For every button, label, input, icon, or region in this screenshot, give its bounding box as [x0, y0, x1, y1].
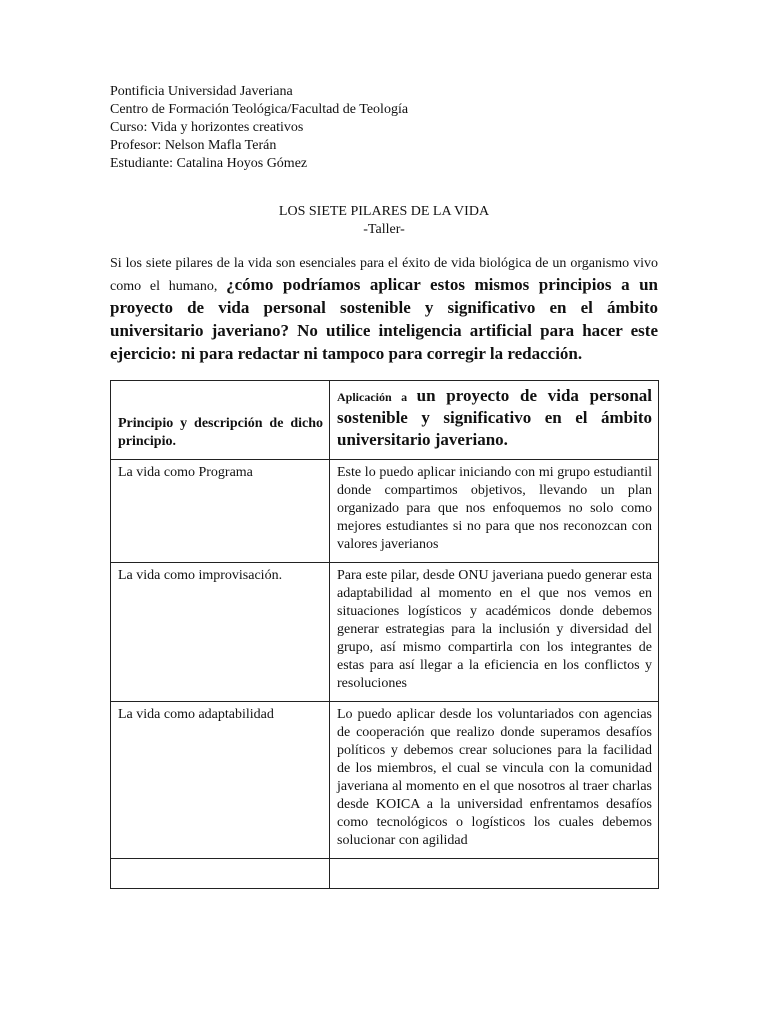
center-name: Centro de Formación Teológica/Facultad de Teología — [110, 102, 409, 117]
table-header-principle: Principio y descripción de dicho principio. — [111, 381, 330, 460]
document-page — [110, 83, 658, 889]
principle-cell — [111, 859, 330, 889]
intro-question: ¿cómo podríamos aplicar estos mismos principios a un proyecto de vida personal sostenible y significativo en el ámbito universitario javeriano? No utilice inteligencia artificial para hacer este ejercicio: ni para redactar ni tampoco para corregir la redacción. — [110, 275, 659, 363]
table-row-empty — [111, 859, 659, 889]
table-header-application — [330, 381, 659, 460]
table-row — [111, 563, 659, 702]
table-header-application-big: un proyecto de vida personal sostenible y significativo en el ámbito universitario javeriano. — [337, 386, 652, 449]
application-cell: Lo puedo aplicar desde los voluntariados con agencias de cooperación que realizo donde superamos desafíos políticos y debemos crear soluciones para la facilidad de los miembros, el cual se vincula con la comunidad javeriana al momento en el que nosotros al traer charlas desde KOICA a la universidad enfrentamos desafíos como tecnológicos o logísticos los cuales debemos solucionar con agilidad — [330, 702, 659, 859]
table-row — [111, 460, 659, 563]
application-cell — [330, 859, 659, 889]
table-header-row — [111, 381, 659, 460]
document-title: LOS SIETE PILARES DE LA VIDA — [278, 204, 490, 219]
student-name: Estudiante: Catalina Hoyos Gómez — [110, 156, 308, 171]
pillars-table — [110, 380, 659, 889]
document-header — [110, 83, 658, 173]
university-name: Pontificia Universidad Javeriana — [110, 84, 293, 99]
principle-cell: La vida como adaptabilidad — [111, 702, 330, 859]
table-row — [111, 702, 659, 859]
principle-cell: La vida como improvisación. — [111, 563, 330, 702]
professor-name: Profesor: Nelson Mafla Terán — [110, 138, 277, 153]
table-header-application-small: Aplicación a — [337, 390, 417, 404]
document-subtitle: -Taller- — [363, 222, 405, 237]
document-title-block — [110, 203, 658, 239]
intro-paragraph — [110, 253, 658, 366]
application-cell: Para este pilar, desde ONU javeriana puedo generar esta adaptabilidad al momento en el que nos vemos en situaciones logísticos y académicos donde debemos generar estrategias para la inclusión y diversidad del grupo, así mismo compartirla con los integrantes de estas para así llegar a la eficiencia en los conflictos y resoluciones — [330, 563, 659, 702]
principle-cell: La vida como Programa — [111, 460, 330, 563]
application-cell: Este lo puedo aplicar iniciando con mi grupo estudiantil donde compartimos objetivos, llevando un plan organizado para que nos enfoquemos no solo como mejores estudiantes si no para que nos reconozcan con valores javerianos — [330, 460, 659, 563]
intro-lead: Si los siete pilares de la vida son esenciales para el éxito de vida biológica de un organismo vivo como el humano, — [110, 256, 658, 294]
course-name: Curso: Vida y horizontes creativos — [110, 120, 304, 135]
